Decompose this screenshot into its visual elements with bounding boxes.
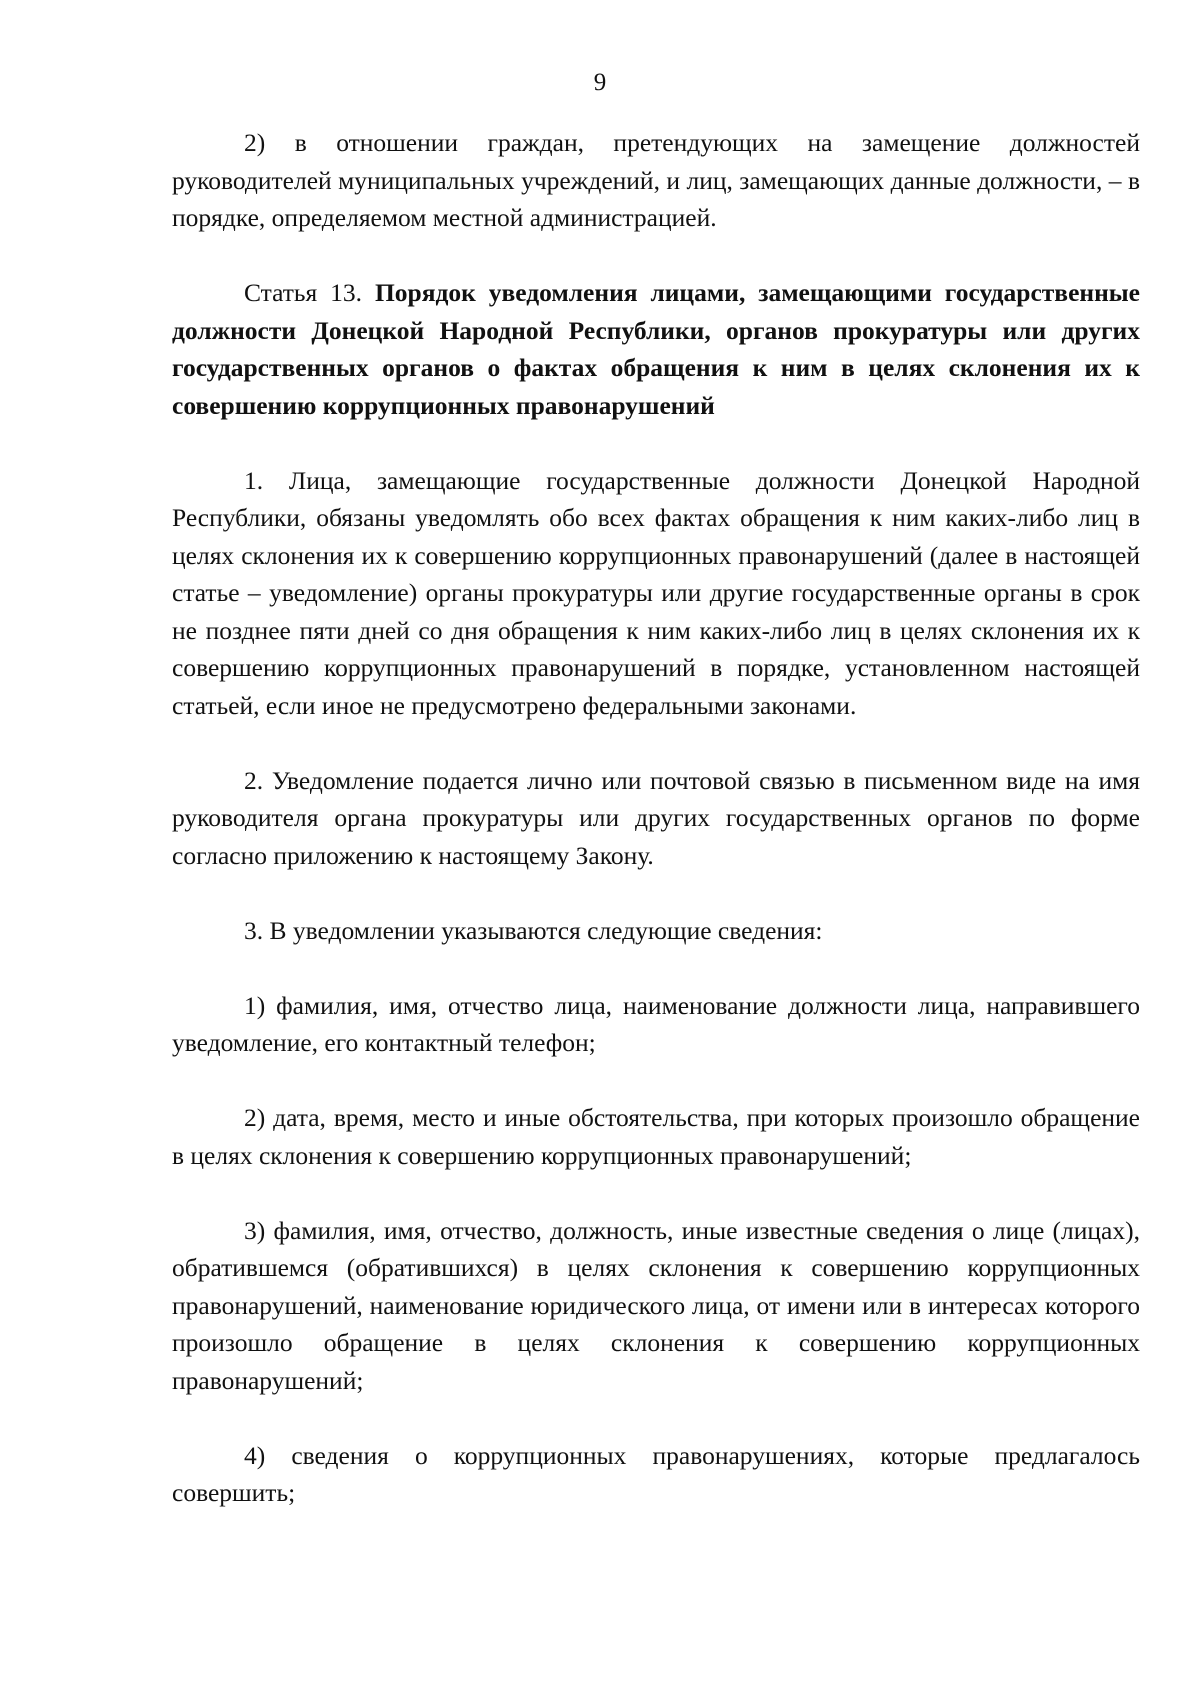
paragraph-subitem-3: 3) фамилия, имя, отчество, должность, иные известные сведения о лице (лицах), обратившемся (обратившихся) в целях склонения к совершению коррупционных правонарушений, наименование юридического лица, от имени или в интересах которого произошло обращение в целях склонения к совершению коррупционных правонарушений;: [172, 1215, 1140, 1395]
paragraph-subitem-2: 2) дата, время, место и иные обстоятельства, при которых произошло обращение в целях склонения к совершению коррупционных правонарушений;: [172, 1103, 1140, 1170]
paragraph-item-1: 1. Лица, замещающие государственные должности Донецкой Народной Республики, обязаны уведомлять обо всех фактах обращения к ним каких-либо лиц в целях склонения их к совершению коррупционных правонарушений (далее в настоящей статье – уведомление) органы прокуратуры или другие государственные органы в срок не позднее пяти дней со дня обращения к ним каких-либо лиц в целях склонения их к совершению коррупционных правонарушений в порядке, установленном настоящей статьей, если иное не предусмотрено федеральными законами.: [172, 465, 1140, 720]
paragraph-subitem-4: 4) сведения о коррупционных правонарушениях, которые предлагалось совершить;: [172, 1440, 1140, 1507]
article-13-heading: [172, 274, 1140, 424]
paragraph-clause-2: 2) в отношении граждан, претендующих на замещение должностей руководителей муниципальных учреждений, и лиц, замещающих данные должности, – в порядке, определяемом местной администрацией.: [172, 128, 1140, 232]
article-title: Порядок уведомления лицами, замещающими государственные должности Донецкой Народной Республики, органов прокуратуры или других государственных органов о фактах обращения к ним в целях склонения их к совершению коррупционных правонарушений: [172, 278, 1140, 420]
document-body: [172, 124, 1140, 1512]
paragraph-item-3: 3. В уведомлении указываются следующие сведения:: [244, 915, 823, 945]
paragraph-subitem-1: 1) фамилия, имя, отчество лица, наименование должности лица, направившего уведомление, его контактный телефон;: [172, 990, 1140, 1057]
article-label: Статья 13.: [244, 278, 363, 307]
paragraph-item-2: 2. Уведомление подается лично или почтовой связью в письменном виде на имя руководителя органа прокуратуры или других государственных органов по форме согласно приложению к настоящему Закону.: [172, 765, 1140, 870]
page-number: 9: [593, 69, 607, 96]
